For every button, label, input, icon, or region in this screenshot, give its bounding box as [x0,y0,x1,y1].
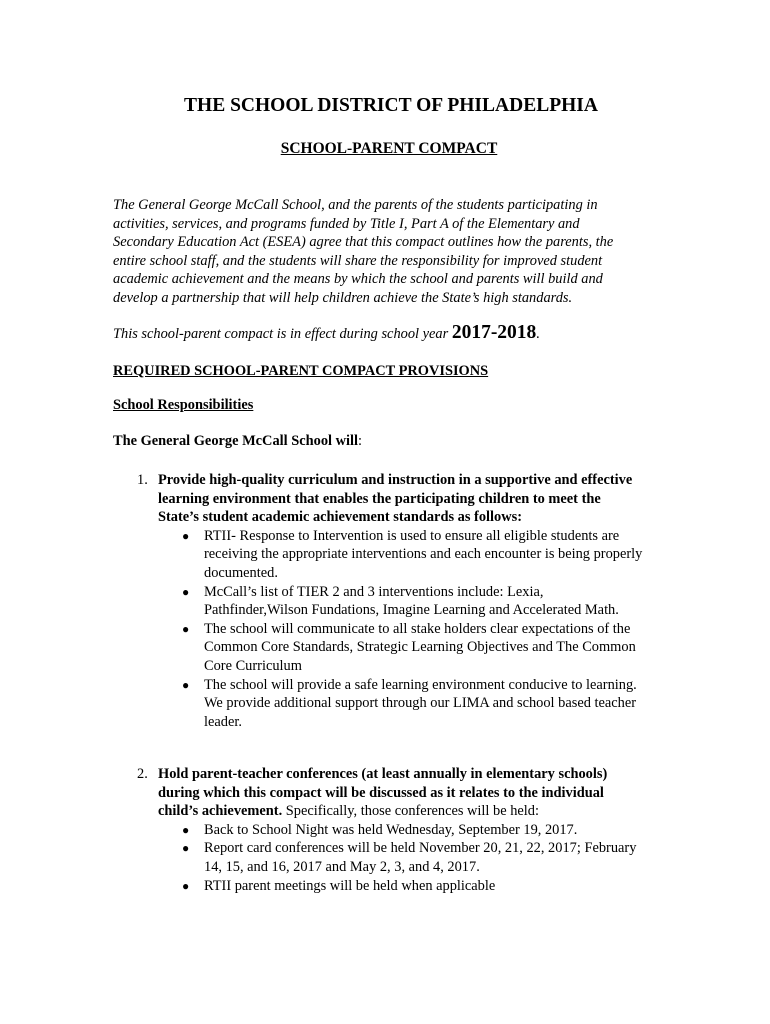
intro-line: develop a partnership that will help children achieve the State’s high standards. [113,289,573,306]
effect-text: This school-parent compact is in effect during school year [113,326,452,342]
provisions-heading: REQUIRED SCHOOL-PARENT COMPACT PROVISIONS [113,363,489,379]
list-item [158,583,673,620]
item-heading-line: Hold parent-teacher conferences (at least annually in elementary schools) [158,766,608,782]
intro-line: entire school staff, and the students will share the responsibility for improved student [113,252,603,269]
intro-line: academic achievement and the means by which the school and parents will build and [113,271,603,288]
item-number: 1. [137,472,148,488]
bullet-line: receiving the appropriate interventions and each encounter is being properly [204,546,643,563]
intro-line: The General George McCall School, and the parents of the students participating in [113,197,598,213]
item-heading [158,471,673,527]
item-heading-line [158,802,673,821]
list-item [158,877,673,896]
item-heading-line: learning environment that enables the participating children to meet the [158,490,601,507]
document-subtitle: SCHOOL-PARENT COMPACT [280,140,498,157]
bullet-line: Report card conferences will be held November 20, 21, 22, 2017; February [204,840,637,857]
school-will-bold: The General George McCall School will [113,433,358,449]
bullet-line: Core Curriculum [204,657,302,674]
list-item [158,821,673,840]
bullet-icon: ● [182,822,190,837]
item-heading-normal: Specifically, those conferences will be held: [282,803,539,820]
item-body [158,471,673,731]
bullet-line: Back to School Night was held Wednesday, September 19, 2017. [204,821,578,838]
bullet-icon: ● [182,528,190,543]
bullet-list [158,821,673,895]
bullet-line: RTII- Response to Intervention is used to ensure all eligible students are [204,527,620,544]
item-number: 2. [137,766,148,782]
intro-line: Secondary Education Act (ESEA) agree that this compact outlines how the parents, the [113,234,614,251]
list-item [158,527,673,583]
bullet-line: 14, 15, and 16, 2017 and May 2, 3, and 4, 2017. [204,858,480,875]
list-item [158,676,673,732]
bullet-icon: ● [182,584,190,599]
item-heading-bold: child’s achievement. [158,803,283,820]
bullet-icon: ● [182,841,190,856]
school-will-colon: : [358,433,362,449]
intro-line: activities, services, and programs funded by Title I, Part A of the Elementary and [113,215,580,232]
bullet-icon: ● [182,621,190,636]
effect-end: . [536,326,540,342]
list-item [158,839,673,876]
bullet-icon: ● [182,677,190,692]
item-body [158,765,673,895]
item-heading-line: during which this compact will be discussed as it relates to the individual [158,784,604,801]
item-heading-line: Provide high-quality curriculum and instruction in a supportive and effective [158,472,633,488]
bullet-line: The school will communicate to all stake holders clear expectations of the [204,620,631,637]
bullet-line: leader. [204,713,242,730]
bullet-icon: ● [182,878,190,893]
bullet-line: Pathfinder,Wilson Fundations, Imagine Learning and Accelerated Math. [204,602,619,619]
bullet-list [158,527,673,732]
bullet-line: Common Core Standards, Strategic Learning Objectives and The Common [204,639,636,656]
bullet-line: RTII parent meetings will be held when applicable [204,877,496,894]
item-heading [158,765,673,821]
effect-statement [113,321,673,346]
bullet-line: documented. [204,564,278,581]
bullet-line: The school will provide a safe learning environment conducive to learning. [204,676,637,693]
effect-year: 2017-2018 [451,322,537,343]
school-responsibilities-heading: School Responsibilities [113,397,254,413]
list-item [158,620,673,676]
school-will-heading [113,432,362,450]
intro-paragraph [113,196,673,308]
document-title: THE SCHOOL DISTRICT OF PHILADELPHIA [184,95,598,116]
bullet-line: We provide additional support through our LIMA and school based teacher [204,695,637,712]
bullet-line: McCall’s list of TIER 2 and 3 interventions include: Lexia, [204,583,544,600]
item-heading-line: State’s student academic achievement standards as follows: [158,509,523,526]
